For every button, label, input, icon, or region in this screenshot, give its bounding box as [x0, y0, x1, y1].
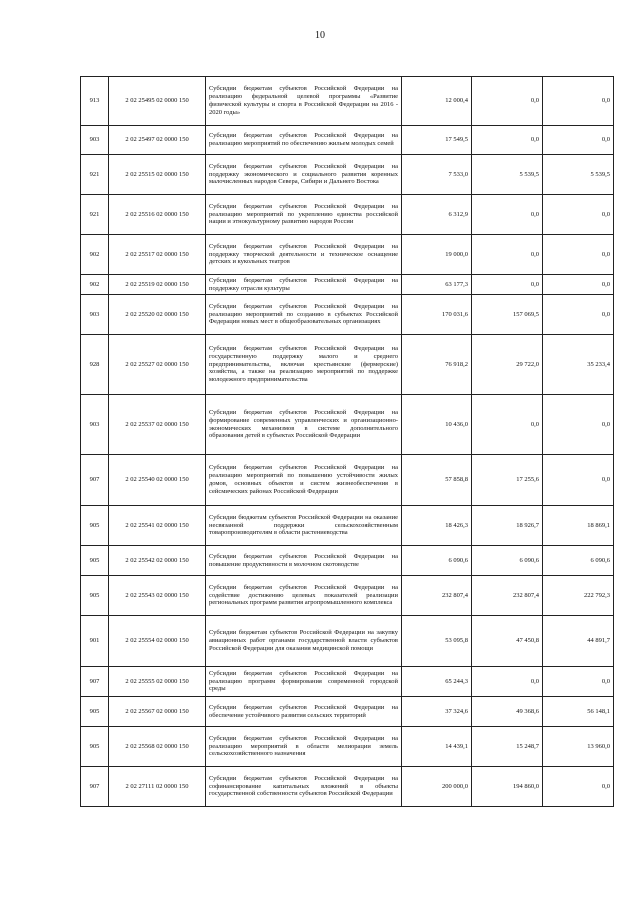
description-cell: Субсидии бюджетам субъектов Российской Федерации на поддержку творческой деятельности и техническое оснащение детских и кукольных театров	[206, 235, 402, 275]
table-row	[81, 155, 614, 195]
amount-year1-cell: 63 177,3	[402, 275, 472, 295]
kbk-code-cell: 2 02 25515 02 0000 150	[109, 155, 206, 195]
amount-year3-cell: 0,0	[543, 275, 614, 295]
kbk-code-cell: 2 02 25555 02 0000 150	[109, 667, 206, 697]
amount-year2-cell: 194 860,0	[472, 767, 543, 807]
kbk-code-cell: 2 02 25520 02 0000 150	[109, 295, 206, 335]
table-row	[81, 576, 614, 616]
table-row	[81, 335, 614, 395]
amount-year2-cell: 157 069,5	[472, 295, 543, 335]
kbk-code-cell: 2 02 25495 02 0000 150	[109, 77, 206, 126]
description-cell: Субсидии бюджетам субъектов Российской Федерации на реализацию мероприятий по обеспечению жильем молодых семей	[206, 126, 402, 155]
description-cell: Субсидии бюджетам субъектов Российской Федерации на формирование современных управленческих и организационно-экономических механизмов в системе дополнительного образования детей в субъектах Российской Федерации	[206, 395, 402, 455]
amount-year2-cell: 18 926,7	[472, 506, 543, 546]
amount-year3-cell: 5 539,5	[543, 155, 614, 195]
admin-code-cell: 921	[81, 155, 109, 195]
kbk-code-cell: 2 02 25542 02 0000 150	[109, 546, 206, 576]
kbk-code-cell: 2 02 25497 02 0000 150	[109, 126, 206, 155]
amount-year1-cell: 200 000,0	[402, 767, 472, 807]
kbk-code-cell: 2 02 25567 02 0000 150	[109, 697, 206, 727]
admin-code-cell: 907	[81, 767, 109, 807]
amount-year1-cell: 19 000,0	[402, 235, 472, 275]
table-row	[81, 77, 614, 126]
kbk-code-cell: 2 02 25541 02 0000 150	[109, 506, 206, 546]
admin-code-cell: 905	[81, 576, 109, 616]
kbk-code-cell: 2 02 25527 02 0000 150	[109, 335, 206, 395]
table-row	[81, 546, 614, 576]
admin-code-cell: 913	[81, 77, 109, 126]
table-row	[81, 767, 614, 807]
amount-year2-cell: 0,0	[472, 195, 543, 235]
description-cell: Субсидии бюджетам субъектов Российской Федерации на повышение продуктивности в молочном скотоводстве	[206, 546, 402, 576]
budget-table	[80, 76, 614, 807]
amount-year3-cell: 0,0	[543, 395, 614, 455]
amount-year2-cell: 29 722,0	[472, 335, 543, 395]
amount-year2-cell: 232 807,4	[472, 576, 543, 616]
amount-year2-cell: 0,0	[472, 395, 543, 455]
table-row	[81, 455, 614, 506]
page-number: 10	[315, 30, 325, 41]
amount-year2-cell: 0,0	[472, 275, 543, 295]
amount-year2-cell: 6 090,6	[472, 546, 543, 576]
amount-year1-cell: 14 439,1	[402, 727, 472, 767]
amount-year2-cell: 0,0	[472, 77, 543, 126]
description-cell: Субсидии бюджетам субъектов Российской Федерации на реализацию мероприятий по укреплению единства российской нации и этнокультурному развитию народов России	[206, 195, 402, 235]
amount-year3-cell: 222 792,3	[543, 576, 614, 616]
amount-year2-cell: 0,0	[472, 667, 543, 697]
kbk-code-cell: 2 02 25519 02 0000 150	[109, 275, 206, 295]
description-cell: Субсидии бюджетам субъектов Российской Федерации на реализацию мероприятий по повышению устойчивости жилых домов, основных объектов и систем жизнеобеспечения в сейсмических районах Российской Федерации	[206, 455, 402, 506]
admin-code-cell: 907	[81, 455, 109, 506]
amount-year3-cell: 0,0	[543, 235, 614, 275]
amount-year3-cell: 0,0	[543, 77, 614, 126]
amount-year2-cell: 15 248,7	[472, 727, 543, 767]
description-cell: Субсидии бюджетам субъектов Российской Федерации на поддержку экономического и социального развития коренных малочисленных народов Севера, Сибири и Дальнего Востока	[206, 155, 402, 195]
table-row	[81, 295, 614, 335]
table-row	[81, 616, 614, 667]
table-row	[81, 727, 614, 767]
amount-year1-cell: 10 436,0	[402, 395, 472, 455]
amount-year1-cell: 17 549,5	[402, 126, 472, 155]
table-row	[81, 235, 614, 275]
kbk-code-cell: 2 02 27111 02 0000 150	[109, 767, 206, 807]
amount-year3-cell: 13 960,0	[543, 727, 614, 767]
admin-code-cell: 902	[81, 275, 109, 295]
admin-code-cell: 902	[81, 235, 109, 275]
amount-year1-cell: 12 000,4	[402, 77, 472, 126]
amount-year1-cell: 6 312,9	[402, 195, 472, 235]
table-row	[81, 275, 614, 295]
description-cell: Субсидии бюджетам субъектов Российской Федерации на поддержку отрасли культуры	[206, 275, 402, 295]
amount-year3-cell: 0,0	[543, 667, 614, 697]
amount-year2-cell: 17 255,6	[472, 455, 543, 506]
table-row	[81, 697, 614, 727]
amount-year1-cell: 7 533,0	[402, 155, 472, 195]
amount-year1-cell: 18 426,3	[402, 506, 472, 546]
kbk-code-cell: 2 02 25540 02 0000 150	[109, 455, 206, 506]
amount-year3-cell: 56 148,1	[543, 697, 614, 727]
amount-year1-cell: 57 858,8	[402, 455, 472, 506]
admin-code-cell: 903	[81, 395, 109, 455]
kbk-code-cell: 2 02 25516 02 0000 150	[109, 195, 206, 235]
description-cell: Субсидии бюджетам субъектов Российской Федерации на реализацию федеральной целевой программы «Развитие физической культуры и спорта в Российской Федерации на 2016 - 2020 годы»	[206, 77, 402, 126]
kbk-code-cell: 2 02 25568 02 0000 150	[109, 727, 206, 767]
amount-year1-cell: 65 244,3	[402, 667, 472, 697]
description-cell: Субсидии бюджетам субъектов Российской Федерации на реализацию программ формирования современной городской среды	[206, 667, 402, 697]
budget-table-body	[81, 77, 614, 807]
description-cell: Субсидии бюджетам субъектов Российской Федерации на софинансирование капитальных вложений в объекты государственной собственности субъектов Российской Федерации	[206, 767, 402, 807]
kbk-code-cell: 2 02 25554 02 0000 150	[109, 616, 206, 667]
admin-code-cell: 928	[81, 335, 109, 395]
description-cell: Субсидии бюджетам субъектов Российской Федерации на оказание несвязанной поддержки сельскохозяйственным товаропроизводителям в области растениеводства	[206, 506, 402, 546]
admin-code-cell: 905	[81, 506, 109, 546]
admin-code-cell: 905	[81, 727, 109, 767]
kbk-code-cell: 2 02 25537 02 0000 150	[109, 395, 206, 455]
amount-year1-cell: 76 918,2	[402, 335, 472, 395]
description-cell: Субсидии бюджетам субъектов Российской Федерации на закупку авиационных работ органами государственной власти субъектов Российской Федерации для оказания медицинской помощи	[206, 616, 402, 667]
amount-year1-cell: 170 031,6	[402, 295, 472, 335]
amount-year3-cell: 0,0	[543, 195, 614, 235]
amount-year3-cell: 35 233,4	[543, 335, 614, 395]
table-row	[81, 395, 614, 455]
amount-year2-cell: 0,0	[472, 126, 543, 155]
amount-year1-cell: 6 090,6	[402, 546, 472, 576]
amount-year3-cell: 18 869,1	[543, 506, 614, 546]
description-cell: Субсидии бюджетам субъектов Российской Федерации на реализацию мероприятий в области мелиорации земель сельскохозяйственного назначения	[206, 727, 402, 767]
description-cell: Субсидии бюджетам субъектов Российской Федерации на обеспечение устойчивого развития сельских территорий	[206, 697, 402, 727]
kbk-code-cell: 2 02 25543 02 0000 150	[109, 576, 206, 616]
amount-year2-cell: 47 450,8	[472, 616, 543, 667]
admin-code-cell: 903	[81, 126, 109, 155]
description-cell: Субсидии бюджетам субъектов Российской Федерации на реализацию мероприятий по созданию в субъектах Российской Федерации новых мест в общеобразовательных организациях	[206, 295, 402, 335]
amount-year3-cell: 44 891,7	[543, 616, 614, 667]
table-row	[81, 126, 614, 155]
amount-year3-cell: 0,0	[543, 455, 614, 506]
amount-year3-cell: 0,0	[543, 126, 614, 155]
amount-year3-cell: 0,0	[543, 767, 614, 807]
admin-code-cell: 905	[81, 546, 109, 576]
admin-code-cell: 921	[81, 195, 109, 235]
amount-year1-cell: 37 324,6	[402, 697, 472, 727]
amount-year3-cell: 6 090,6	[543, 546, 614, 576]
description-cell: Субсидии бюджетам субъектов Российской Федерации на содействие достижению целевых показателей реализации региональных программ развития агропромышленного комплекса	[206, 576, 402, 616]
description-cell: Субсидии бюджетам субъектов Российской Федерации на государственную поддержку малого и среднего предпринимательства, включая крестьянские (фермерские) хозяйства, а также на реализацию мероприятий по поддержке молодежного предпринимательства	[206, 335, 402, 395]
table-row	[81, 195, 614, 235]
amount-year3-cell: 0,0	[543, 295, 614, 335]
admin-code-cell: 901	[81, 616, 109, 667]
kbk-code-cell: 2 02 25517 02 0000 150	[109, 235, 206, 275]
amount-year2-cell: 49 368,6	[472, 697, 543, 727]
table-row	[81, 506, 614, 546]
amount-year1-cell: 232 807,4	[402, 576, 472, 616]
admin-code-cell: 905	[81, 697, 109, 727]
table-row	[81, 667, 614, 697]
amount-year2-cell: 5 539,5	[472, 155, 543, 195]
amount-year1-cell: 53 095,8	[402, 616, 472, 667]
amount-year2-cell: 0,0	[472, 235, 543, 275]
admin-code-cell: 907	[81, 667, 109, 697]
admin-code-cell: 903	[81, 295, 109, 335]
